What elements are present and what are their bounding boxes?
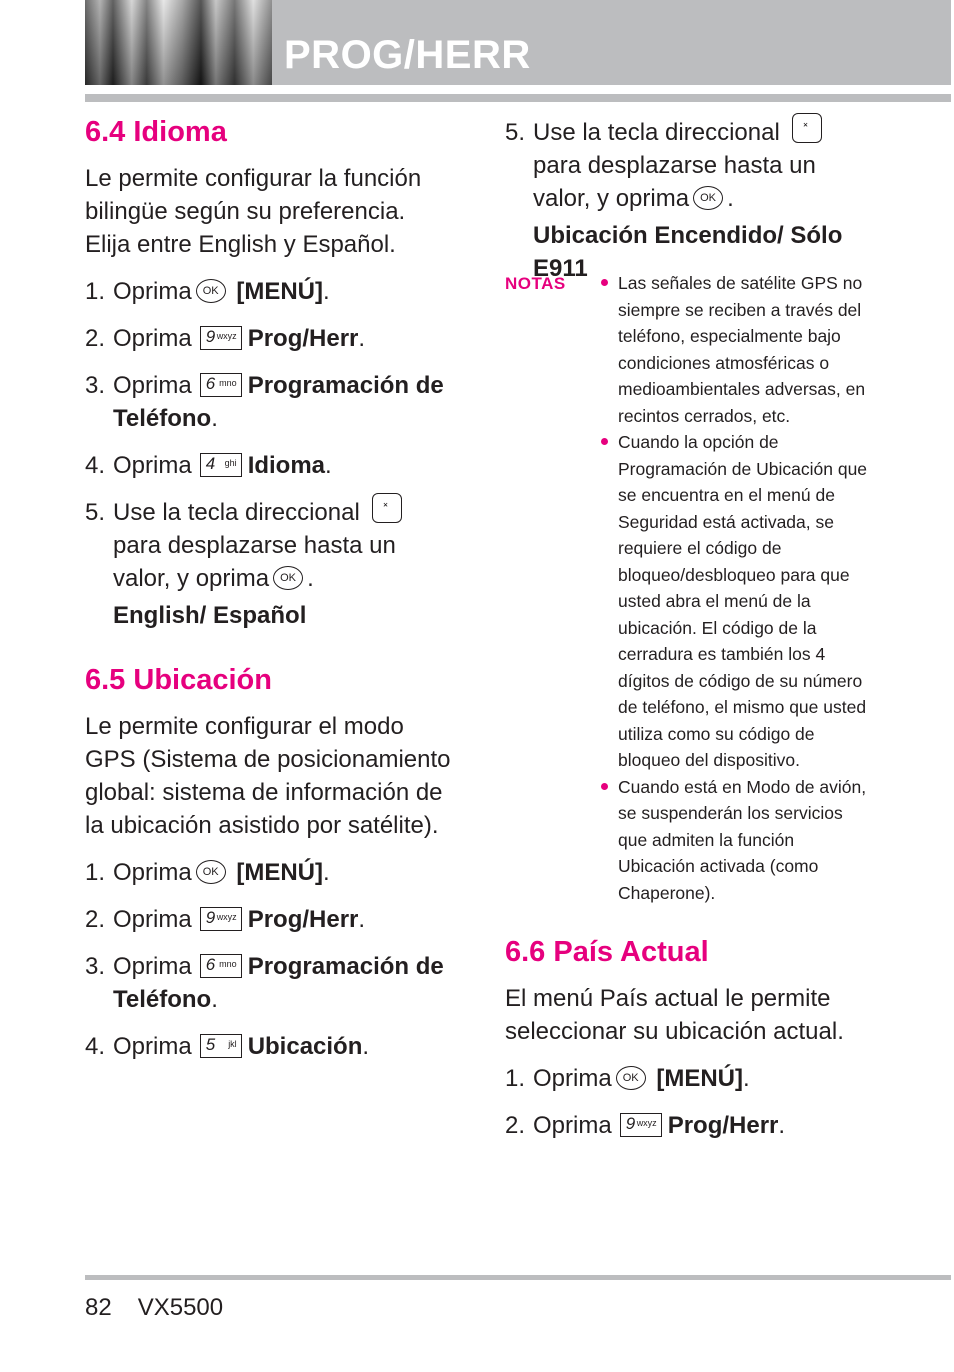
punct: . [362,1033,370,1060]
punct: . [727,185,734,212]
footer-rule [85,1275,951,1280]
step-number: 1. [85,859,106,886]
step-list [505,1062,870,1142]
menu-label: Programación de Teléfono [113,953,444,1013]
step-list [85,275,455,595]
page-footer [85,1294,223,1322]
punct: . [358,325,366,352]
directional-key-icon [372,493,402,523]
menu-label: [MENÚ] [236,859,324,886]
step-item [505,116,870,215]
model-name: VX5500 [137,1294,224,1321]
note-item: Las señales de satélite GPS no siempre se reciben a través del teléfono, especialmente bajo condiciones atmosféricas o medioambientales adversas, en recintos cerrados, etc. [618,270,870,429]
section-heading-pais-actual: 6.6 País Actual [505,936,709,968]
step-item [85,322,455,355]
ok-key-icon: OK [616,1066,646,1090]
step-number: 3. [85,953,106,980]
menu-label: Prog/Herr [247,325,359,352]
step-item [85,369,455,435]
step-text: Oprima [113,906,192,933]
keypad-9-icon [620,1113,662,1137]
key-digit: 9 [205,907,216,927]
menu-label: [MENÚ] [236,278,324,305]
keypad-6-icon [200,954,242,978]
step-text: para desplazarse hasta un valor, y oprima [113,532,396,592]
step-list [505,116,870,215]
header-rule [85,94,951,102]
step-text: Oprima [113,1033,192,1060]
key-digit: 9 [205,326,216,346]
key-digit: 5 [205,1034,216,1054]
notes-list [505,270,870,906]
options-label: English/ Español [113,602,307,629]
punct: . [743,1065,750,1092]
ok-key-icon: OK [693,186,723,210]
step-number: 1. [85,278,106,305]
step-item [505,1062,870,1095]
section-intro: El menú País actual le permite seleccionar su ubicación actual. [505,985,844,1045]
punct: . [323,278,330,305]
keypad-9-icon [200,326,242,350]
step-item [85,950,455,1016]
step-number: 4. [85,452,106,479]
ok-key-icon: OK [196,279,226,303]
section-intro: Le permite configurar la función bilingüe según su preferencia. Elija entre English y Español. [85,165,422,258]
step-list [85,856,455,1063]
step-text: Use la tecla direccional [113,499,360,526]
step-item [505,1109,870,1142]
keypad-6-icon [200,373,242,397]
key-letters: jkl [228,1038,237,1049]
menu-label: [MENÚ] [656,1065,744,1092]
step-text: Oprima [113,278,192,305]
notes-box [505,270,870,906]
key-letters: wxyz [636,1117,657,1128]
page-header [85,0,951,85]
step-number: 5. [85,499,106,526]
step-text: Oprima [113,372,192,399]
step-item [85,856,455,889]
punct: . [325,452,332,479]
keypad-9-icon [200,907,242,931]
step-text: Use la tecla direccional [533,119,780,146]
right-column [505,112,870,285]
section-intro: Le permite configurar el modo GPS (Sistema de posicionamiento global: sistema de información de la ubicación asistido por satélite). [85,713,451,839]
key-letters: ghi [224,457,237,468]
punct: . [358,906,366,933]
key-digit: 9 [625,1113,636,1133]
punct: . [323,859,330,886]
step-text: Oprima [113,953,192,980]
step-text: Oprima [533,1112,612,1139]
punct: . [211,986,218,1013]
key-digit: 6 [205,954,216,974]
key-digit: 6 [205,373,216,393]
step-item [85,496,455,595]
step-text: Oprima [113,325,192,352]
note-item: Cuando está en Modo de avión, se suspenderán los servicios que admiten la función Ubicación activada (como Chaperone). [618,774,870,907]
section-pais [505,932,870,1142]
key-letters: wxyz [216,911,237,922]
step-text: Oprima [533,1065,612,1092]
ok-key-icon: OK [273,566,303,590]
step-number: 5. [505,119,526,146]
keypad-4-icon [200,453,242,477]
menu-label: Idioma [247,452,326,479]
menu-label: Prog/Herr [667,1112,779,1139]
key-letters: mno [219,377,237,388]
step-text: Oprima [113,452,192,479]
punct: . [307,565,314,592]
step-item [85,1030,455,1063]
page-title: PROG/HERR [284,33,531,77]
section-heading-idioma: 6.4 Idioma [85,116,227,148]
section-heading-ubicacion: 6.5 Ubicación [85,664,272,696]
step-item [85,903,455,936]
menu-label: Programación de Teléfono [113,372,444,432]
step-item [85,449,455,482]
note-item: Cuando la opción de Programación de Ubicación que se encuentra en el menú de Seguridad está activada, se requiere el código de bloqueo/desbloqueo para que usted abra el menú de la ubicación. El código de la cerradura es también los 4 dígitos de código de su número de teléfono, el mismo que usted utiliza como su código de bloqueo del dispositivo. [618,429,870,774]
punct: . [211,405,218,432]
options-label: Ubicación Encendido/ Sólo E911 [533,222,843,282]
key-letters: wxyz [216,330,237,341]
step-number: 2. [85,906,106,933]
step-number: 4. [85,1033,106,1060]
punct: . [778,1112,786,1139]
key-digit: 4 [205,453,216,473]
left-column [85,112,455,1063]
directional-key-icon [792,113,822,143]
menu-label: Prog/Herr [247,906,359,933]
menu-label: Ubicación [247,1033,363,1060]
header-photo [85,0,272,85]
ok-key-icon: OK [196,860,226,884]
step-item [85,275,455,308]
keypad-5-icon [200,1034,242,1058]
step-text: Oprima [113,859,192,886]
step-number: 2. [85,325,106,352]
step-number: 2. [505,1112,526,1139]
key-letters: mno [219,958,237,969]
page-number: 82 [85,1294,112,1321]
step-number: 1. [505,1065,526,1092]
step-text: para desplazarse hasta un valor, y oprima [533,152,816,212]
notes-label: NOTAS [505,274,566,293]
step-number: 3. [85,372,106,399]
